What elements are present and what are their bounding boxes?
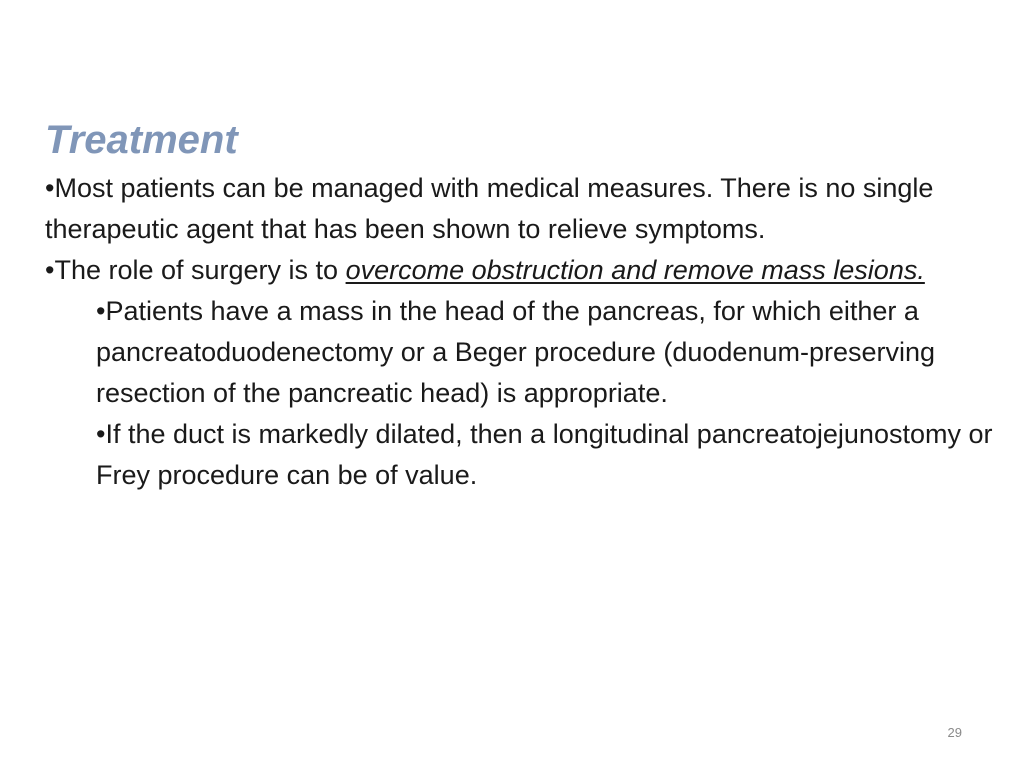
page-number: 29	[947, 725, 962, 740]
bullet-surgery-role-emphasis: overcome obstruction and remove mass lesions.	[345, 255, 925, 285]
sub-bullet-pancreatic-head-mass: •Patients have a mass in the head of the pancreas, for which either a pancreatoduodenectomy or a Beger procedure (duodenum-preserving resection of the pancreatic head) is appropriate.	[96, 296, 936, 408]
bullet-medical-management: •Most patients can be managed with medical measures. There is no single therapeutic agent that has been shown to relieve symptoms.	[45, 173, 934, 244]
slide-content	[45, 112, 995, 496]
bullet-surgery-role	[45, 250, 995, 291]
sub-bullet-dilated-duct: •If the duct is markedly dilated, then a longitudinal pancreatojejunostomy or Frey procedure can be of value.	[96, 419, 993, 490]
slide-title: Treatment	[45, 118, 238, 162]
bullet-surgery-role-prefix: •The role of surgery is to	[45, 255, 346, 285]
